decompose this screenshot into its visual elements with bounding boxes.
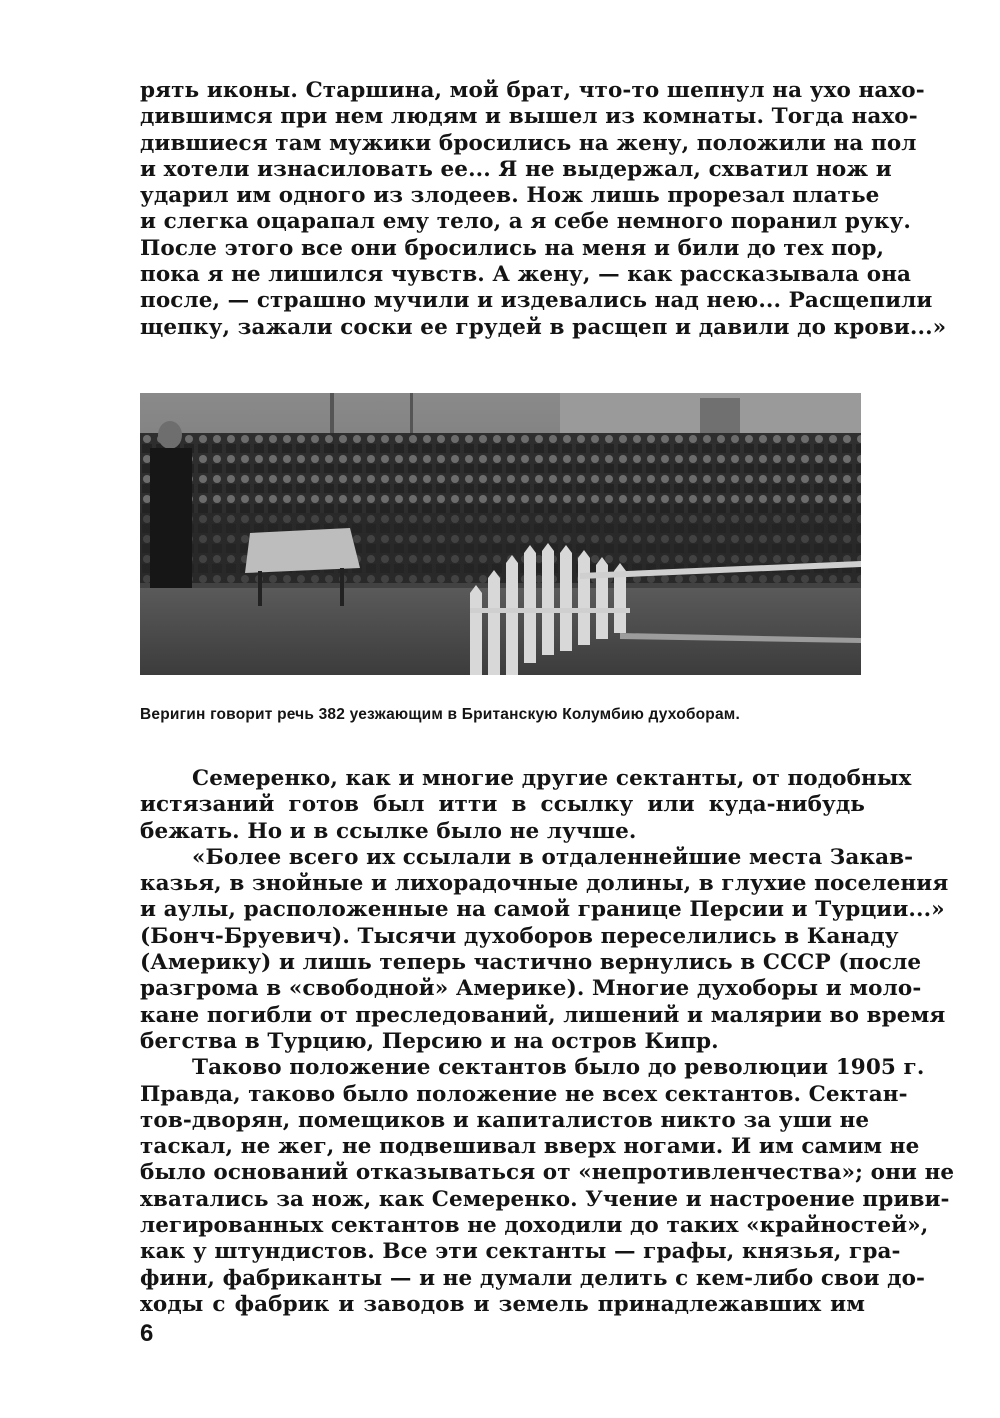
body-text bbox=[140, 766, 955, 1318]
page-number: 6 bbox=[140, 1320, 154, 1347]
photo-illustration bbox=[140, 393, 861, 675]
text-line: ходы с фабрик и заводов и земель принадлежавших им bbox=[140, 1291, 865, 1317]
text-line: кане погибли от преследований, лишений и малярии во время bbox=[140, 1002, 946, 1028]
top-paragraph bbox=[140, 78, 947, 341]
text-line: Правда, таково было положение не всех сектантов. Сектан- bbox=[140, 1081, 908, 1107]
crowd-photograph bbox=[140, 393, 861, 675]
text-line: разгрома в «свободной» Америке). Многие духоборы и моло- bbox=[140, 976, 922, 1002]
text-line: хватались за нож, как Семеренко. Учение и настроение приви- bbox=[140, 1186, 950, 1212]
text-line: После этого все они бросились на меня и били до тех пор, bbox=[140, 235, 885, 261]
text-line: Семеренко, как и многие другие сектанты, от подобных bbox=[192, 766, 912, 791]
photo-caption: Веригин говорит речь 382 уезжающим в Британскую Колумбию духоборам. bbox=[140, 706, 740, 723]
text-line: легированных сектантов не доходили до таких «крайностей», bbox=[140, 1213, 929, 1239]
text-line: тов-дворян, помещиков и капиталистов никто за уши не bbox=[140, 1107, 870, 1133]
text-line: и хотели изнасиловать ее... Я не выдержал, схватил нож и bbox=[140, 156, 892, 182]
text-line: и аулы, расположенные на самой границе Персии и Турции...» bbox=[140, 897, 945, 923]
text-line: было оснований отказываться от «непротивленчества»; они не bbox=[140, 1160, 955, 1186]
text-line: фини, фабриканты — и не думали делить с кем-либо свои до- bbox=[140, 1265, 926, 1291]
text-line: казья, в знойные и лихорадочные долины, в глухие поселения bbox=[140, 871, 949, 897]
text-line: бегства в Турцию, Персию и на остров Кипр. bbox=[140, 1028, 719, 1054]
text-line: Таково положение сектантов было до революции 1905 г. bbox=[192, 1055, 925, 1081]
text-line: (Америку) и лишь теперь частично вернулись в СССР (после bbox=[140, 950, 922, 976]
paragraph-2 bbox=[140, 844, 949, 1055]
text-line: ударил им одного из злодеев. Нож лишь прорезал платье bbox=[140, 183, 880, 209]
text-line: дившимся при нем людям и вышел из комнаты. Тогда нахо- bbox=[140, 104, 918, 130]
text-line: таскал, не жег, не подвешивал вверх ногами. И им самим не bbox=[140, 1134, 920, 1160]
paragraph-1 bbox=[140, 766, 912, 845]
text-line: после, — страшно мучили и издевались над нею... Расщепили bbox=[140, 288, 933, 314]
text-line: и слегка оцарапал ему тело, а я себе немного поранил руку. bbox=[140, 209, 911, 235]
text-line: щепку, зажали соски ее грудей в расщеп и давили до крови...» bbox=[140, 314, 947, 340]
text-line: рять иконы. Старшина, мой брат, что-то шепнул на ухо нахо- bbox=[140, 78, 925, 103]
paragraph-3 bbox=[140, 1055, 955, 1318]
text-line: бежать. Но и в ссылке было не лучше. bbox=[140, 818, 637, 844]
text-line: как у штундистов. Все эти сектанты — графы, князья, гра- bbox=[140, 1239, 901, 1265]
text-line: дившиеся там мужики бросились на жену, положили на пол bbox=[140, 130, 917, 156]
text-line: «Более всего их ссылали в отдаленнейшие места Закав- bbox=[192, 844, 914, 870]
text-line: пока я не лишился чувств. А жену, — как рассказывала она bbox=[140, 262, 912, 288]
text-line: (Бонч-Бруевич). Тысячи духоборов переселились в Канаду bbox=[140, 923, 899, 949]
text-line: истязаний готов был итти в ссылку или куда-нибудь bbox=[140, 792, 865, 818]
